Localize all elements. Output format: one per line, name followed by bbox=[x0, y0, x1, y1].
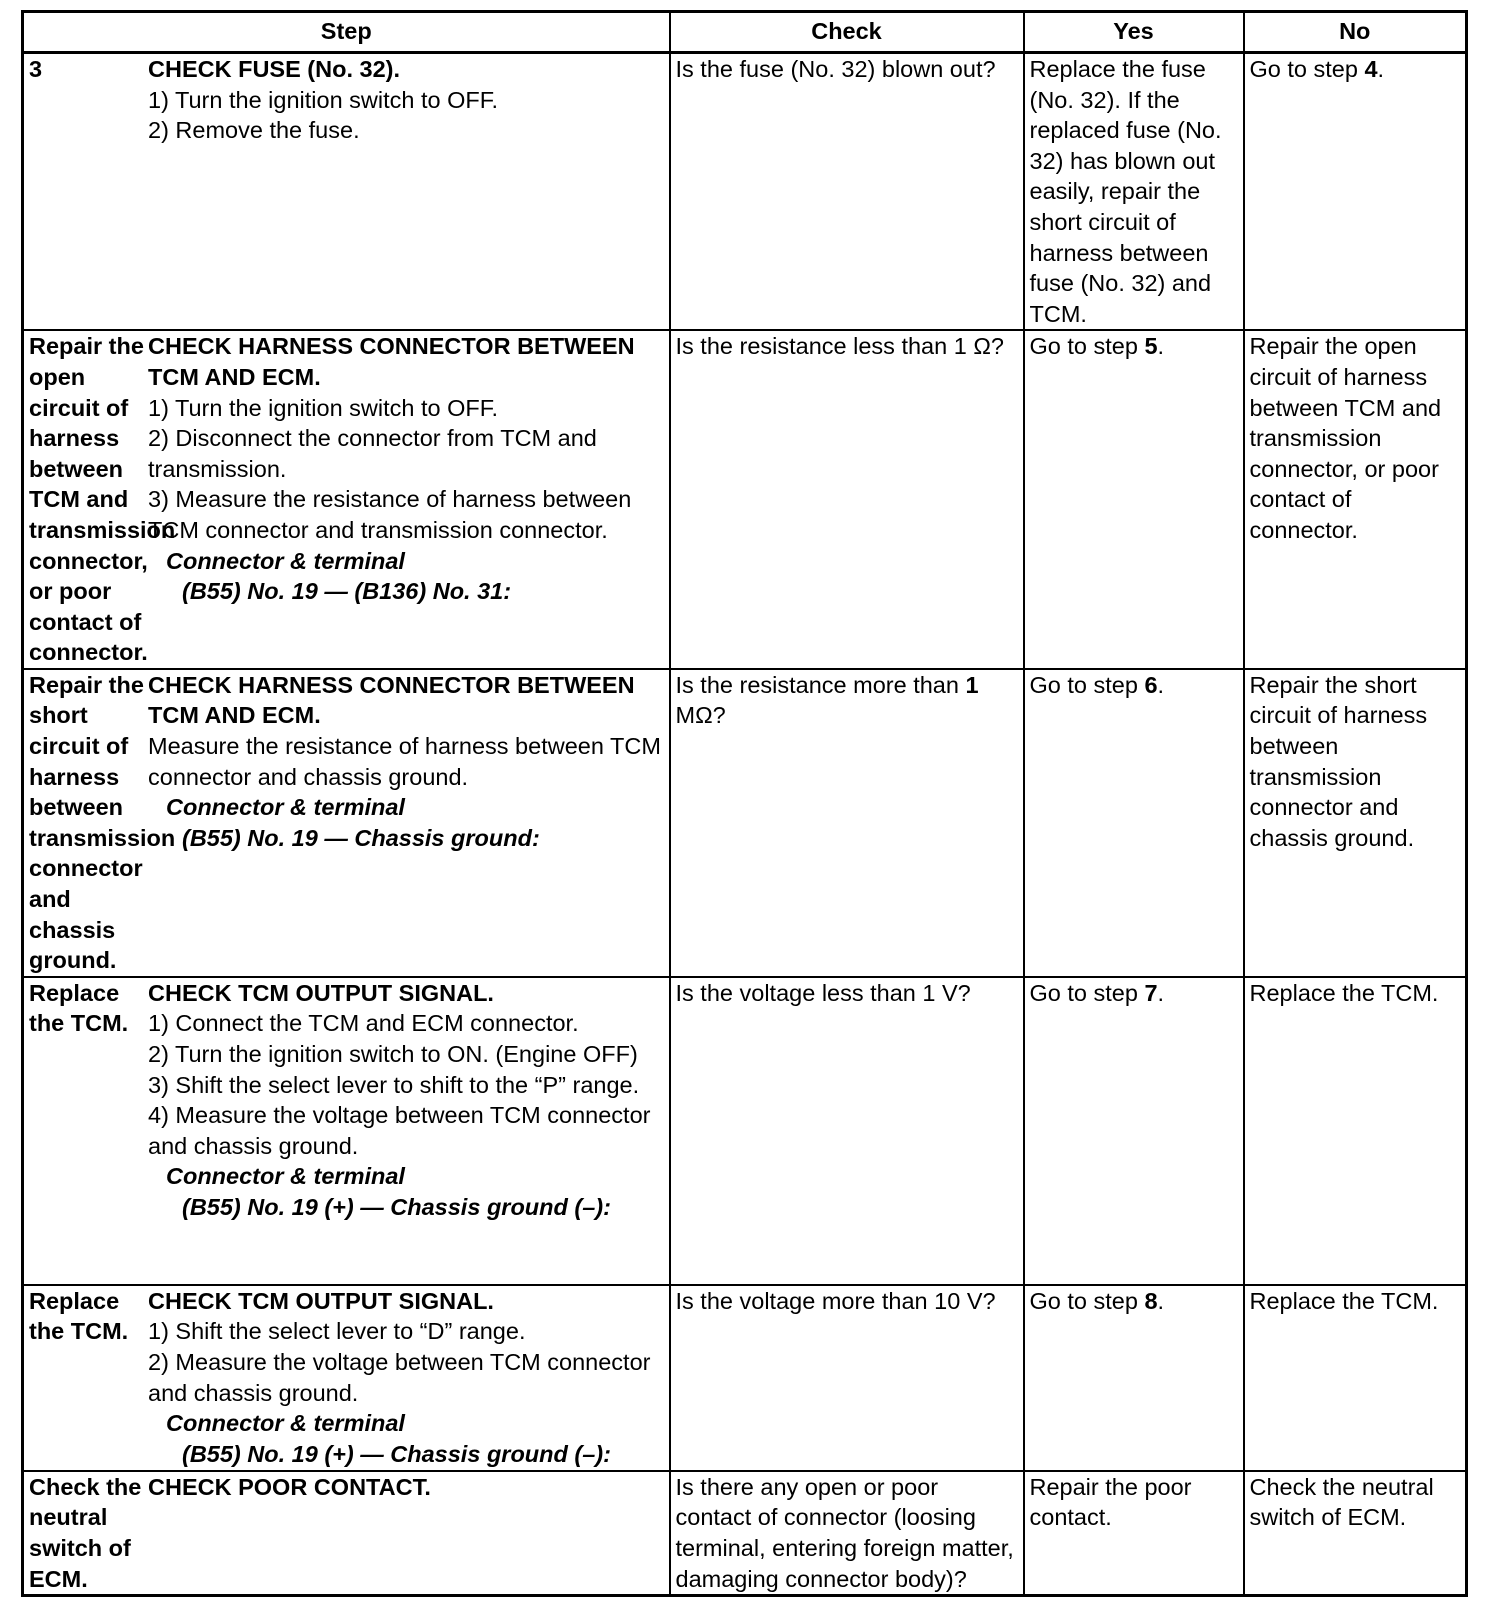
step-title: CHECK HARNESS CONNECTOR BETWEEN TCM AND ECM. bbox=[148, 671, 635, 729]
step-title: CHECK TCM OUTPUT SIGNAL. bbox=[148, 979, 494, 1006]
yes-text: Go to step bbox=[1029, 671, 1145, 698]
no-cell: Check the neutral switch of ECM. bbox=[1244, 1471, 1467, 1596]
table-row bbox=[23, 669, 1467, 977]
connector-terminal-value: (B55) No. 19 — Chassis ground: bbox=[182, 824, 540, 851]
yes-cell bbox=[1024, 330, 1244, 669]
yes-text-end: . bbox=[1157, 333, 1165, 360]
step-cell bbox=[23, 977, 670, 1285]
step-number: Replace the TCM. bbox=[29, 979, 129, 1037]
connector-terminal-label: Connector & terminal bbox=[166, 794, 405, 821]
column-header-check: Check bbox=[670, 12, 1024, 53]
table-row bbox=[23, 53, 1467, 331]
yes-cell: Repair the poor contact. bbox=[1024, 1471, 1244, 1596]
yes-cell: Replace the fuse (No. 32). If the replaced fuse (No. 32) has blown out easily, repair the short circuit of harness between fuse (No. 32) and TCM. bbox=[1024, 53, 1244, 331]
yes-text-end: . bbox=[1157, 1287, 1165, 1314]
step-cell bbox=[23, 1285, 670, 1471]
step-number: Check the neutral switch of ECM. bbox=[29, 1473, 142, 1592]
check-cell: Is the voltage more than 10 V? bbox=[670, 1285, 1024, 1471]
step-number: Repair the short circuit of harness between transmission connector and chassis ground. bbox=[29, 671, 176, 974]
check-cell bbox=[670, 669, 1024, 977]
table-header-row bbox=[23, 12, 1467, 53]
step-title: CHECK POOR CONTACT. bbox=[148, 1473, 431, 1500]
check-cell: Is there any open or poor contact of connector (loosing terminal, entering foreign matter, damaging connector body)? bbox=[670, 1471, 1024, 1596]
connector-terminal-label: Connector & terminal bbox=[166, 1410, 405, 1437]
step-instruction: 1) Connect the TCM and ECM connector. bbox=[148, 1010, 579, 1037]
column-header-step: Step bbox=[23, 12, 670, 53]
check-text-end: MΩ? bbox=[675, 702, 726, 729]
step-instruction: 2) Turn the ignition switch to ON. (Engine OFF) bbox=[148, 1041, 638, 1067]
check-cell: Is the resistance less than 1 Ω? bbox=[670, 330, 1024, 669]
table-row bbox=[23, 977, 1467, 1285]
no-cell: Repair the short circuit of harness between transmission connector and chassis ground. bbox=[1244, 669, 1467, 977]
yes-cell bbox=[1024, 1285, 1244, 1471]
step-cell bbox=[23, 53, 670, 331]
step-instruction: 2) Measure the voltage between TCM connector and chassis ground. bbox=[148, 1349, 651, 1406]
check-text: Is the resistance more than bbox=[675, 671, 966, 698]
step-title: CHECK TCM OUTPUT SIGNAL. bbox=[148, 1287, 494, 1314]
next-step-number: 5 bbox=[1144, 333, 1158, 360]
next-step-number: 6 bbox=[1144, 671, 1158, 698]
step-instruction: 1) Turn the ignition switch to OFF. bbox=[148, 86, 499, 113]
step-instruction: 1) Shift the select lever to “D” range. bbox=[148, 1318, 526, 1345]
no-cell bbox=[1244, 53, 1467, 331]
no-text-end: . bbox=[1377, 56, 1385, 82]
next-step-number: 7 bbox=[1144, 979, 1158, 1006]
no-cell: Replace the TCM. bbox=[1244, 977, 1467, 1285]
step-instruction: 2) Disconnect the connector from TCM and transmission. bbox=[148, 425, 597, 482]
yes-text: Go to step bbox=[1029, 979, 1145, 1006]
step-instruction: 2) Remove the fuse. bbox=[148, 117, 360, 144]
step-title: CHECK FUSE (No. 32). bbox=[148, 56, 400, 82]
connector-terminal-label: Connector & terminal bbox=[166, 547, 405, 574]
connector-terminal-value: (B55) No. 19 (+) — Chassis ground (–): bbox=[182, 1193, 611, 1220]
step-instruction: 3) Measure the resistance of harness between TCM connector and transmission connector. bbox=[148, 486, 632, 543]
yes-text: Go to step bbox=[1029, 1287, 1145, 1314]
step-number: Repair the open circuit of harness between TCM and transmission connector, or poor contact of connector. bbox=[29, 333, 176, 666]
column-header-no: No bbox=[1244, 12, 1467, 53]
step-cell bbox=[23, 330, 670, 669]
table-row bbox=[23, 1471, 1467, 1596]
next-step-number: 8 bbox=[1144, 1287, 1158, 1314]
yes-cell bbox=[1024, 669, 1244, 977]
table-row bbox=[23, 1285, 1467, 1471]
check-cell: Is the fuse (No. 32) blown out? bbox=[670, 53, 1024, 331]
connector-terminal-value: (B55) No. 19 (+) — Chassis ground (–): bbox=[182, 1440, 611, 1467]
yes-text-end: . bbox=[1157, 979, 1165, 1006]
step-cell bbox=[23, 1471, 670, 1596]
diagnostic-step-table bbox=[21, 10, 1468, 1597]
check-cell: Is the voltage less than 1 V? bbox=[670, 977, 1024, 1285]
step-title: CHECK HARNESS CONNECTOR BETWEEN TCM AND ECM. bbox=[148, 333, 635, 390]
step-number: 3 bbox=[29, 56, 43, 82]
column-header-yes: Yes bbox=[1024, 12, 1244, 53]
step-instruction: 1) Turn the ignition switch to OFF. bbox=[148, 394, 499, 421]
connector-terminal-value: (B55) No. 19 — (B136) No. 31: bbox=[182, 578, 512, 605]
step-cell bbox=[23, 669, 670, 977]
next-step-number: 4 bbox=[1364, 56, 1378, 82]
check-value: 1 bbox=[965, 671, 979, 698]
connector-terminal-label: Connector & terminal bbox=[166, 1163, 405, 1190]
yes-text-end: . bbox=[1157, 671, 1165, 698]
yes-text: Go to step bbox=[1029, 333, 1145, 360]
step-instruction: 4) Measure the voltage between TCM connector and chassis ground. bbox=[148, 1102, 651, 1159]
no-cell: Repair the open circuit of harness between TCM and transmission connector, or poor contact of connector. bbox=[1244, 330, 1467, 669]
yes-cell bbox=[1024, 977, 1244, 1285]
step-instruction: Measure the resistance of harness between TCM connector and chassis ground. bbox=[148, 733, 661, 790]
no-cell: Replace the TCM. bbox=[1244, 1285, 1467, 1471]
table-row bbox=[23, 330, 1467, 669]
step-instruction: 3) Shift the select lever to shift to the “P” range. bbox=[148, 1071, 640, 1098]
step-number: Replace the TCM. bbox=[29, 1287, 129, 1345]
no-text: Go to step bbox=[1249, 56, 1365, 82]
